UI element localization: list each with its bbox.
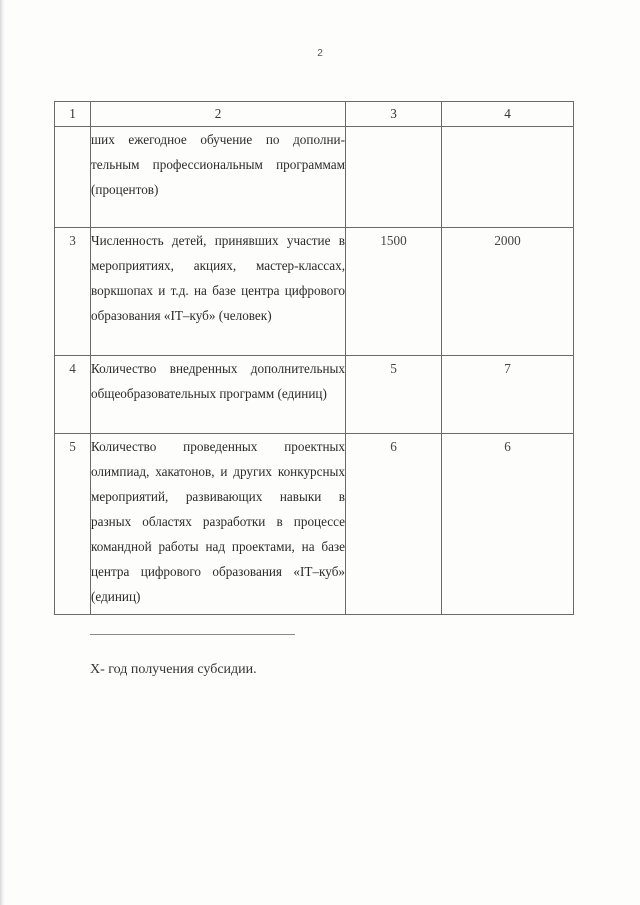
header-col-4: 4 bbox=[442, 102, 574, 127]
table-body bbox=[55, 127, 574, 615]
row-number: 4 bbox=[55, 356, 91, 434]
indicator-name: Численность детей, принявших участие в мероприятиях, акциях, мастер-классах, воркшопах и т.д. на базе центра цифрового образования «IT–куб» (человек) bbox=[91, 228, 346, 356]
value-col-3: 5 bbox=[346, 356, 442, 434]
value-col-3 bbox=[346, 127, 442, 228]
header-col-2: 2 bbox=[91, 102, 346, 127]
value-col-4: 7 bbox=[442, 356, 574, 434]
scan-edge-shadow bbox=[0, 0, 5, 905]
table-row bbox=[55, 356, 574, 434]
value-col-3: 1500 bbox=[346, 228, 442, 356]
header-col-3: 3 bbox=[346, 102, 442, 127]
table-row bbox=[55, 434, 574, 615]
row-number bbox=[55, 127, 91, 228]
table-header-row bbox=[55, 102, 574, 127]
indicators-table bbox=[54, 101, 574, 615]
table-header bbox=[55, 102, 574, 127]
table-row bbox=[55, 127, 574, 228]
table-row bbox=[55, 228, 574, 356]
value-col-4 bbox=[442, 127, 574, 228]
footnote-separator bbox=[90, 634, 295, 635]
indicator-name: Количество внедренных дополнительных общеобразовательных программ (единиц) bbox=[91, 356, 346, 434]
page-number: 2 bbox=[317, 48, 323, 59]
row-number: 5 bbox=[55, 434, 91, 615]
indicator-name: Количество проведенных проектных олимпиад, хакатонов, и других конкурсных мероприятий, развивающих навыки в разных областях разработки в процессе командной работы над проектами, на базе центра цифрового образования «IT–куб» (единиц) bbox=[91, 434, 346, 615]
value-col-4: 2000 bbox=[442, 228, 574, 356]
header-col-1: 1 bbox=[55, 102, 91, 127]
value-col-4: 6 bbox=[442, 434, 574, 615]
value-col-3: 6 bbox=[346, 434, 442, 615]
footnote-text: Х- год получения субсидии. bbox=[90, 662, 257, 677]
row-number: 3 bbox=[55, 228, 91, 356]
indicator-name: ших ежегодное обучение по дополнительным профессиональным программам (процентов) bbox=[91, 127, 346, 228]
